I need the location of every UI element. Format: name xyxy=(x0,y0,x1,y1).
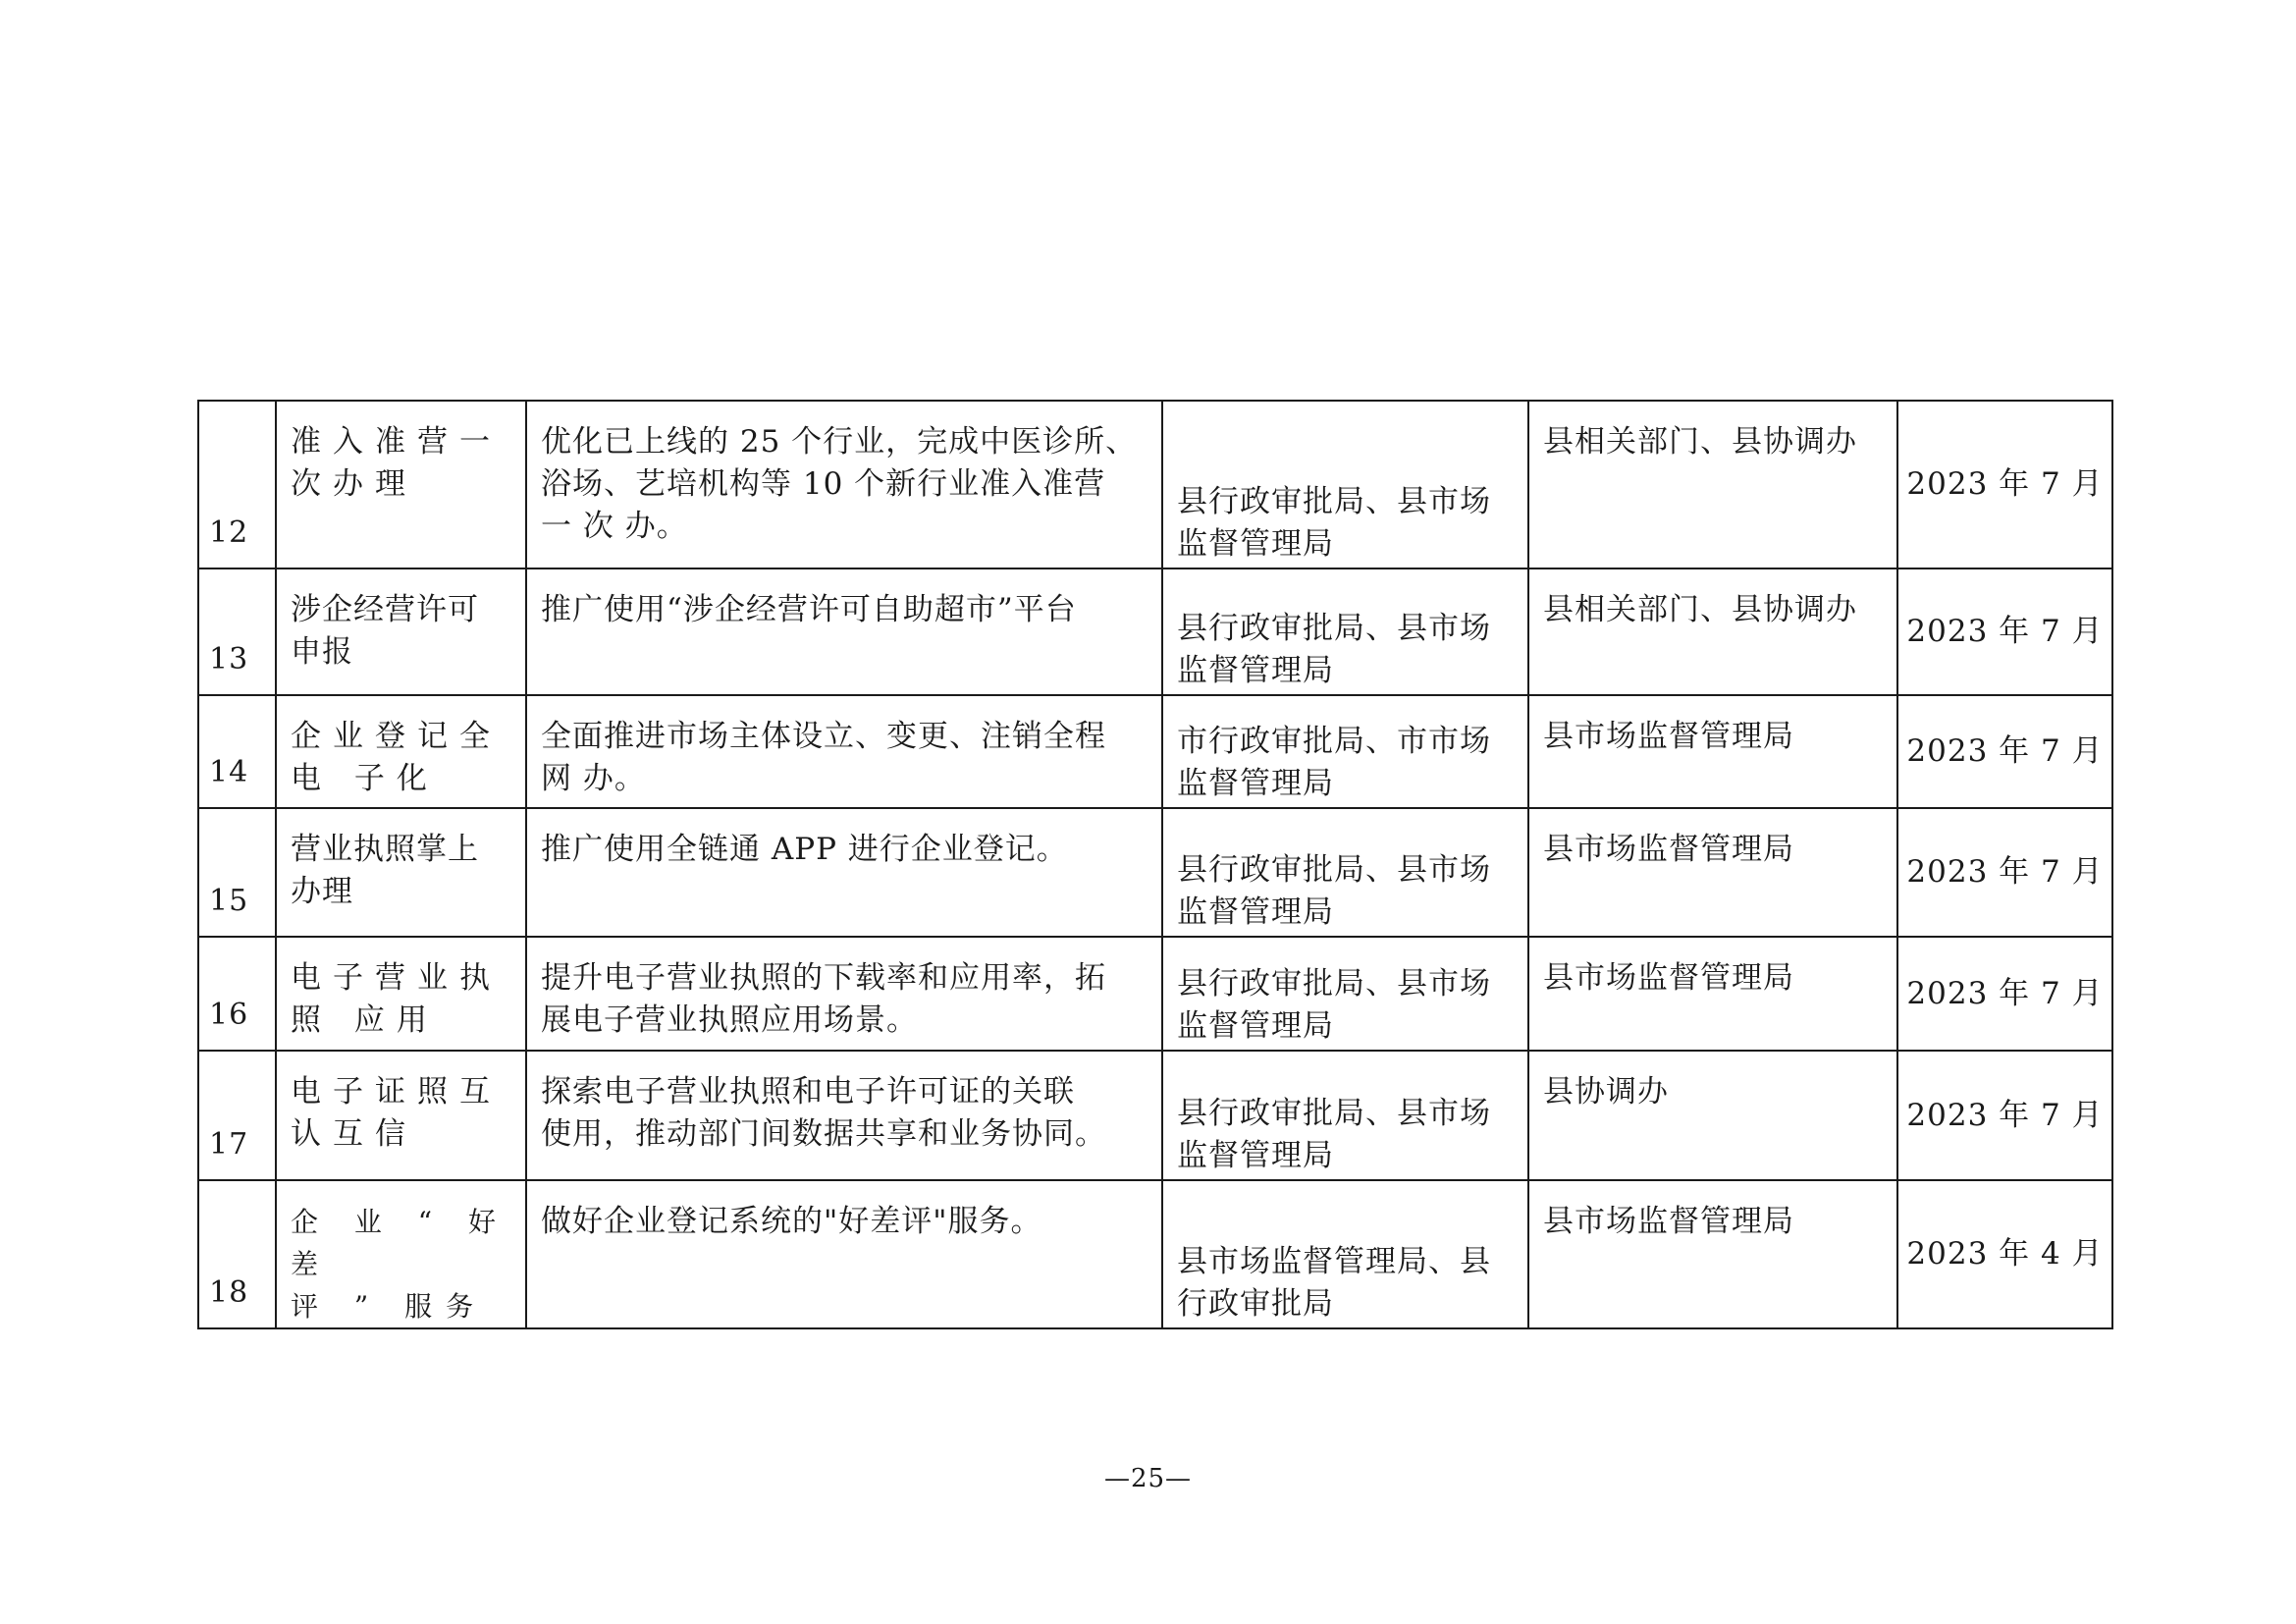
table-row xyxy=(198,568,2112,695)
cooperating-unit-text: 县市场监督管理局 xyxy=(1543,719,1794,754)
cooperating-unit-cell xyxy=(1528,695,1897,808)
table-row xyxy=(198,401,2112,568)
row-number-text: 15 xyxy=(209,884,249,918)
task-description-text: 推广使用全链通 APP 进行企业登记。 xyxy=(541,832,1068,867)
deadline-text: 2023 年 7 月 xyxy=(1906,614,2104,649)
deadline-cell xyxy=(1897,937,2112,1051)
deadline-cell xyxy=(1897,1180,2112,1328)
task-item-text: 涉企经营许可 申报 xyxy=(291,592,479,670)
table-row xyxy=(198,1180,2112,1328)
cooperating-unit-cell xyxy=(1528,808,1897,937)
cooperating-unit-text: 县市场监督管理局 xyxy=(1543,960,1794,996)
cooperating-unit-cell xyxy=(1528,1180,1897,1328)
cooperating-unit-text: 县相关部门、县协调办 xyxy=(1543,424,1857,460)
task-description-cell xyxy=(526,568,1162,695)
task-description-text: 做好企业登记系统的"好差评"服务。 xyxy=(541,1204,1042,1239)
task-description-cell xyxy=(526,695,1162,808)
task-description-text: 探索电子营业执照和电子许可证的关联 使用，推动部门间数据共享和业务协同。 xyxy=(541,1074,1106,1152)
cooperating-unit-text: 县市场监督管理局 xyxy=(1543,1204,1794,1239)
lead-unit-cell xyxy=(1162,568,1528,695)
deadline-text: 2023 年 7 月 xyxy=(1906,733,2104,769)
cooperating-unit-cell xyxy=(1528,401,1897,568)
task-item-cell xyxy=(276,808,526,937)
row-number-text: 16 xyxy=(209,998,249,1032)
deadline-text: 2023 年 7 月 xyxy=(1906,1097,2104,1133)
task-description-text: 推广使用“涉企经营许可自助超市”平台 xyxy=(541,592,1077,627)
lead-unit-cell xyxy=(1162,1051,1528,1180)
row-number-cell xyxy=(198,808,276,937)
deadline-cell xyxy=(1897,1051,2112,1180)
lead-unit-text: 县行政审批局、县市场 监督管理局 xyxy=(1177,611,1491,688)
lead-unit-text: 市行政审批局、市市场 监督管理局 xyxy=(1177,724,1491,801)
task-item-cell xyxy=(276,1051,526,1180)
cooperating-unit-text: 县协调办 xyxy=(1543,1074,1669,1110)
lead-unit-cell xyxy=(1162,937,1528,1051)
row-number-text: 14 xyxy=(209,755,249,789)
task-item-text: 营业执照掌上 办理 xyxy=(291,832,479,909)
task-item-cell xyxy=(276,568,526,695)
lead-unit-cell xyxy=(1162,1180,1528,1328)
table-row xyxy=(198,1051,2112,1180)
lead-unit-cell xyxy=(1162,695,1528,808)
lead-unit-text: 县行政审批局、县市场 监督管理局 xyxy=(1177,484,1491,562)
task-item-text: 电子证照互 认互信 xyxy=(291,1074,502,1152)
deadline-cell xyxy=(1897,695,2112,808)
table-body xyxy=(198,401,2112,1328)
task-item-text: 企业登记全 电 子化 xyxy=(291,719,502,796)
table-row xyxy=(198,808,2112,937)
task-item-cell xyxy=(276,937,526,1051)
deadline-cell xyxy=(1897,401,2112,568)
row-number-text: 12 xyxy=(209,515,249,550)
lead-unit-text: 县行政审批局、县市场 监督管理局 xyxy=(1177,852,1491,930)
lead-unit-text: 县行政审批局、县市场 监督管理局 xyxy=(1177,966,1491,1044)
table-row xyxy=(198,937,2112,1051)
cooperating-unit-cell xyxy=(1528,937,1897,1051)
row-number-text: 18 xyxy=(209,1275,249,1310)
cooperating-unit-text: 县相关部门、县协调办 xyxy=(1543,592,1857,627)
task-table xyxy=(197,400,2113,1329)
row-number-cell xyxy=(198,1180,276,1328)
task-description-cell xyxy=(526,1180,1162,1328)
row-number-text: 13 xyxy=(209,642,249,677)
row-number-cell xyxy=(198,695,276,808)
deadline-cell xyxy=(1897,568,2112,695)
lead-unit-text: 县行政审批局、县市场 监督管理局 xyxy=(1177,1096,1491,1173)
lead-unit-text: 县市场监督管理局、县 行政审批局 xyxy=(1177,1244,1491,1322)
cooperating-unit-cell xyxy=(1528,568,1897,695)
row-number-cell xyxy=(198,568,276,695)
task-item-cell xyxy=(276,401,526,568)
lead-unit-cell xyxy=(1162,808,1528,937)
task-description-text: 全面推进市场主体设立、变更、注销全程 网 办。 xyxy=(541,719,1106,796)
cooperating-unit-text: 县市场监督管理局 xyxy=(1543,832,1794,867)
deadline-text: 2023 年 4 月 xyxy=(1906,1236,2104,1272)
task-description-cell xyxy=(526,1051,1162,1180)
task-item-text: 企 业 “ 好 差 评 ” 服务 xyxy=(291,1206,510,1323)
task-item-text: 准入准营一 次办理 xyxy=(291,424,502,502)
row-number-text: 17 xyxy=(209,1127,249,1162)
deadline-text: 2023 年 7 月 xyxy=(1906,854,2104,890)
task-description-text: 提升电子营业执照的下载率和应用率，拓 展电子营业执照应用场景。 xyxy=(541,960,1106,1038)
row-number-cell xyxy=(198,937,276,1051)
task-item-text: 电子营业执 照 应用 xyxy=(291,960,502,1038)
task-description-cell xyxy=(526,937,1162,1051)
row-number-cell xyxy=(198,401,276,568)
lead-unit-cell xyxy=(1162,401,1528,568)
page-number: —25— xyxy=(1103,1464,1193,1493)
task-description-cell xyxy=(526,401,1162,568)
deadline-text: 2023 年 7 月 xyxy=(1906,466,2104,502)
task-item-cell xyxy=(276,1180,526,1328)
task-item-cell xyxy=(276,695,526,808)
cooperating-unit-cell xyxy=(1528,1051,1897,1180)
table-row xyxy=(198,695,2112,808)
task-description-text: 优化已上线的 25 个行业，完成中医诊所、 浴场、艺培机构等 10 个新行业准入准营 一 次 办。 xyxy=(541,424,1138,544)
deadline-cell xyxy=(1897,808,2112,937)
deadline-text: 2023 年 7 月 xyxy=(1906,975,2104,1011)
task-description-cell xyxy=(526,808,1162,937)
row-number-cell xyxy=(198,1051,276,1180)
